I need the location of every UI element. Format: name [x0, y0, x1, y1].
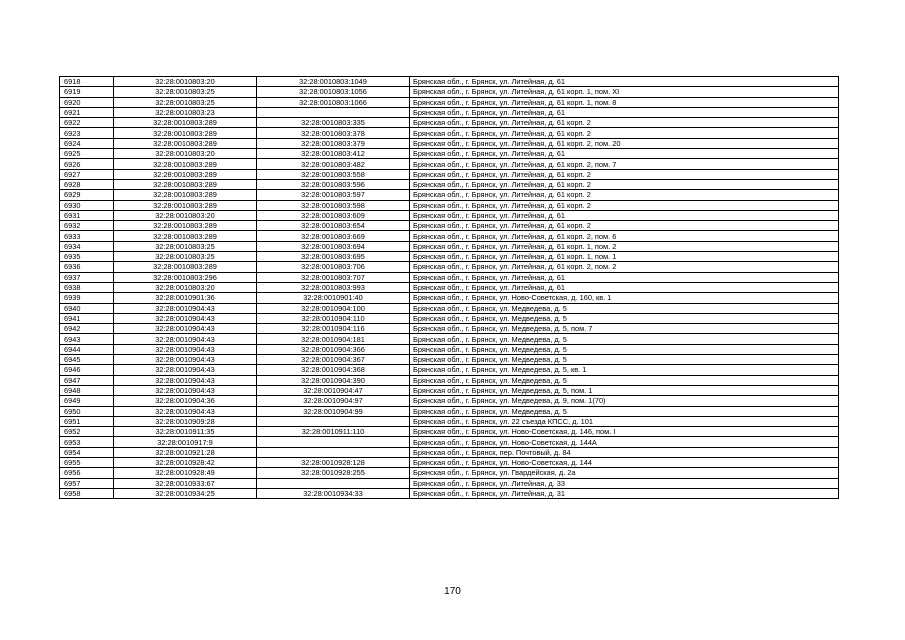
table-row: [60, 437, 839, 447]
table-row: [60, 221, 839, 231]
object-cadastral-number-cell: 32:28:0010803:596: [257, 179, 410, 189]
row-number-cell: 6940: [60, 303, 114, 313]
object-cadastral-number-cell: 32:28:0010901:40: [257, 293, 410, 303]
object-cadastral-number-cell: 32:28:0010904:99: [257, 406, 410, 416]
object-cadastral-number-cell: 32:28:0010928:128: [257, 457, 410, 467]
address-cell: Брянская обл., г. Брянск, ул. Медведева, д. 5, пом. 7: [410, 324, 839, 334]
table-row: [60, 355, 839, 365]
parcel-cadastral-number-cell: 32:28:0010803:25: [114, 241, 257, 251]
table-row: [60, 128, 839, 138]
address-cell: Брянская обл., г. Брянск, ул. 22 съезда КПСС, д. 101: [410, 416, 839, 426]
address-cell: Брянская обл., г. Брянск, ул. Медведева, д. 5: [410, 334, 839, 344]
address-cell: Брянская обл., г. Брянск, ул. Литейная, д. 61: [410, 107, 839, 117]
parcel-cadastral-number-cell: 32:28:0010904:43: [114, 375, 257, 385]
parcel-cadastral-number-cell: 32:28:0010904:43: [114, 303, 257, 313]
row-number-cell: 6955: [60, 457, 114, 467]
table-row: [60, 190, 839, 200]
parcel-cadastral-number-cell: 32:28:0010904:43: [114, 334, 257, 344]
table-row: [60, 293, 839, 303]
row-number-cell: 6924: [60, 138, 114, 148]
table-row: [60, 77, 839, 87]
address-cell: Брянская обл., г. Брянск, ул. Литейная, д. 61 корп. 1, пом. XI: [410, 87, 839, 97]
row-number-cell: 6938: [60, 282, 114, 292]
row-number-cell: 6941: [60, 313, 114, 323]
object-cadastral-number-cell: 32:28:0010803:654: [257, 221, 410, 231]
table-row: [60, 159, 839, 169]
row-number-cell: 6944: [60, 344, 114, 354]
cadastral-table: [59, 76, 839, 499]
row-number-cell: 6945: [60, 355, 114, 365]
address-cell: Брянская обл., г. Брянск, ул. Ново-Советская, д. 144: [410, 457, 839, 467]
object-cadastral-number-cell: [257, 416, 410, 426]
address-cell: Брянская обл., г. Брянск, ул. Литейная, д. 61 корп. 2, пом. 6: [410, 231, 839, 241]
object-cadastral-number-cell: 32:28:0010803:412: [257, 149, 410, 159]
address-cell: Брянская обл., г. Брянск, ул. Гвардейская, д. 2а: [410, 468, 839, 478]
object-cadastral-number-cell: 32:28:0010803:993: [257, 282, 410, 292]
address-cell: Брянская обл., г. Брянск, ул. Медведева, д. 5: [410, 344, 839, 354]
table-row: [60, 138, 839, 148]
object-cadastral-number-cell: 32:28:0010803:609: [257, 210, 410, 220]
row-number-cell: 6947: [60, 375, 114, 385]
address-cell: Брянская обл., г. Брянск, ул. Литейная, д. 61 корп. 2, пом. 2: [410, 262, 839, 272]
address-cell: Брянская обл., г. Брянск, ул. Медведева, д. 5: [410, 406, 839, 416]
parcel-cadastral-number-cell: 32:28:0010803:289: [114, 231, 257, 241]
address-cell: Брянская обл., г. Брянск, ул. Медведева, д. 5, пом. 1: [410, 385, 839, 395]
parcel-cadastral-number-cell: 32:28:0010904:43: [114, 365, 257, 375]
page-number: 170: [444, 586, 461, 597]
table-row: [60, 97, 839, 107]
parcel-cadastral-number-cell: 32:28:0010803:289: [114, 138, 257, 148]
table-row: [60, 179, 839, 189]
row-number-cell: 6926: [60, 159, 114, 169]
parcel-cadastral-number-cell: 32:28:0010803:289: [114, 118, 257, 128]
row-number-cell: 6919: [60, 87, 114, 97]
table-row: [60, 406, 839, 416]
object-cadastral-number-cell: 32:28:0010904:47: [257, 385, 410, 395]
row-number-cell: 6921: [60, 107, 114, 117]
table-row: [60, 427, 839, 437]
parcel-cadastral-number-cell: 32:28:0010803:289: [114, 190, 257, 200]
object-cadastral-number-cell: 32:28:0010803:379: [257, 138, 410, 148]
object-cadastral-number-cell: 32:28:0010904:181: [257, 334, 410, 344]
parcel-cadastral-number-cell: 32:28:0010904:43: [114, 313, 257, 323]
parcel-cadastral-number-cell: 32:28:0010803:20: [114, 282, 257, 292]
address-cell: Брянская обл., г. Брянск, ул. Медведева, д. 5: [410, 313, 839, 323]
table-row: [60, 488, 839, 498]
table-row: [60, 118, 839, 128]
row-number-cell: 6952: [60, 427, 114, 437]
row-number-cell: 6923: [60, 128, 114, 138]
parcel-cadastral-number-cell: 32:28:0010803:289: [114, 159, 257, 169]
parcel-cadastral-number-cell: 32:28:0010917:9: [114, 437, 257, 447]
address-cell: Брянская обл., г. Брянск, ул. Литейная, д. 61: [410, 282, 839, 292]
table-row: [60, 231, 839, 241]
object-cadastral-number-cell: 32:28:0010803:1066: [257, 97, 410, 107]
row-number-cell: 6956: [60, 468, 114, 478]
address-cell: Брянская обл., г. Брянск, ул. Медведева, д. 5: [410, 355, 839, 365]
parcel-cadastral-number-cell: 32:28:0010911:35: [114, 427, 257, 437]
parcel-cadastral-number-cell: 32:28:0010803:289: [114, 221, 257, 231]
table-row: [60, 447, 839, 457]
address-cell: Брянская обл., г. Брянск, ул. Литейная, д. 61: [410, 272, 839, 282]
address-cell: Брянская обл., г. Брянск, ул. Литейная, д. 61: [410, 149, 839, 159]
object-cadastral-number-cell: 32:28:0010904:368: [257, 365, 410, 375]
object-cadastral-number-cell: 32:28:0010803:695: [257, 252, 410, 262]
object-cadastral-number-cell: 32:28:0010803:694: [257, 241, 410, 251]
parcel-cadastral-number-cell: 32:28:0010928:49: [114, 468, 257, 478]
row-number-cell: 6942: [60, 324, 114, 334]
address-cell: Брянская обл., г. Брянск, ул. Литейная, д. 61: [410, 77, 839, 87]
parcel-cadastral-number-cell: 32:28:0010803:25: [114, 87, 257, 97]
object-cadastral-number-cell: 32:28:0010928:255: [257, 468, 410, 478]
row-number-cell: 6934: [60, 241, 114, 251]
row-number-cell: 6943: [60, 334, 114, 344]
parcel-cadastral-number-cell: 32:28:0010904:43: [114, 324, 257, 334]
row-number-cell: 6949: [60, 396, 114, 406]
parcel-cadastral-number-cell: 32:28:0010803:289: [114, 179, 257, 189]
object-cadastral-number-cell: 32:28:0010803:669: [257, 231, 410, 241]
parcel-cadastral-number-cell: 32:28:0010803:20: [114, 149, 257, 159]
parcel-cadastral-number-cell: 32:28:0010803:20: [114, 210, 257, 220]
table-row: [60, 375, 839, 385]
parcel-cadastral-number-cell: 32:28:0010803:23: [114, 107, 257, 117]
address-cell: Брянская обл., г. Брянск, ул. Медведева, д. 5: [410, 303, 839, 313]
object-cadastral-number-cell: 32:28:0010803:707: [257, 272, 410, 282]
table-row: [60, 457, 839, 467]
parcel-cadastral-number-cell: 32:28:0010803:289: [114, 262, 257, 272]
object-cadastral-number-cell: 32:28:0010803:598: [257, 200, 410, 210]
table-row: [60, 303, 839, 313]
address-cell: Брянская обл., г. Брянск, ул. Литейная, д. 61 корп. 2: [410, 221, 839, 231]
parcel-cadastral-number-cell: 32:28:0010933:67: [114, 478, 257, 488]
parcel-cadastral-number-cell: 32:28:0010909:28: [114, 416, 257, 426]
address-cell: Брянская обл., г. Брянск, ул. Ново-Советская, д. 144А: [410, 437, 839, 447]
row-number-cell: 6937: [60, 272, 114, 282]
row-number-cell: 6918: [60, 77, 114, 87]
row-number-cell: 6946: [60, 365, 114, 375]
row-number-cell: 6936: [60, 262, 114, 272]
parcel-cadastral-number-cell: 32:28:0010803:25: [114, 252, 257, 262]
row-number-cell: 6935: [60, 252, 114, 262]
address-cell: Брянская обл., г. Брянск, ул. Литейная, д. 61 корп. 1, пом. 8: [410, 97, 839, 107]
address-cell: Брянская обл., г. Брянск, ул. Медведева, д. 5: [410, 375, 839, 385]
table-row: [60, 149, 839, 159]
parcel-cadastral-number-cell: 32:28:0010904:43: [114, 355, 257, 365]
table-row: [60, 87, 839, 97]
object-cadastral-number-cell: 32:28:0010934:33: [257, 488, 410, 498]
table-row: [60, 396, 839, 406]
address-cell: Брянская обл., г. Брянск, ул. Литейная, д. 61 корп. 2: [410, 200, 839, 210]
object-cadastral-number-cell: [257, 447, 410, 457]
parcel-cadastral-number-cell: 32:28:0010803:20: [114, 77, 257, 87]
table-row: [60, 241, 839, 251]
address-cell: Брянская обл., г. Брянск, ул. Литейная, д. 31: [410, 488, 839, 498]
table-row: [60, 468, 839, 478]
object-cadastral-number-cell: 32:28:0010803:335: [257, 118, 410, 128]
row-number-cell: 6950: [60, 406, 114, 416]
parcel-cadastral-number-cell: 32:28:0010803:296: [114, 272, 257, 282]
object-cadastral-number-cell: 32:28:0010803:1056: [257, 87, 410, 97]
object-cadastral-number-cell: 32:28:0010803:378: [257, 128, 410, 138]
table-row: [60, 334, 839, 344]
table-row: [60, 272, 839, 282]
table-row: [60, 385, 839, 395]
row-number-cell: 6932: [60, 221, 114, 231]
object-cadastral-number-cell: 32:28:0010904:110: [257, 313, 410, 323]
row-number-cell: 6930: [60, 200, 114, 210]
row-number-cell: 6939: [60, 293, 114, 303]
row-number-cell: 6954: [60, 447, 114, 457]
table-row: [60, 210, 839, 220]
object-cadastral-number-cell: 32:28:0010803:558: [257, 169, 410, 179]
address-cell: Брянская обл., г. Брянск, ул. Литейная, д. 61 корп. 1, пом. 2: [410, 241, 839, 251]
table-row: [60, 324, 839, 334]
object-cadastral-number-cell: 32:28:0010904:366: [257, 344, 410, 354]
address-cell: Брянская обл., г. Брянск, ул. Медведева, д. 9, пом. 1(70): [410, 396, 839, 406]
row-number-cell: 6929: [60, 190, 114, 200]
row-number-cell: 6953: [60, 437, 114, 447]
row-number-cell: 6933: [60, 231, 114, 241]
table-row: [60, 416, 839, 426]
table-row: [60, 200, 839, 210]
parcel-cadastral-number-cell: 32:28:0010904:43: [114, 344, 257, 354]
parcel-cadastral-number-cell: 32:28:0010803:25: [114, 97, 257, 107]
object-cadastral-number-cell: 32:28:0010911:110: [257, 427, 410, 437]
object-cadastral-number-cell: 32:28:0010904:390: [257, 375, 410, 385]
table-row: [60, 262, 839, 272]
table-row: [60, 107, 839, 117]
parcel-cadastral-number-cell: 32:28:0010803:289: [114, 128, 257, 138]
table-row: [60, 344, 839, 354]
address-cell: Брянская обл., г. Брянск, ул. Литейная, д. 33: [410, 478, 839, 488]
parcel-cadastral-number-cell: 32:28:0010921:28: [114, 447, 257, 457]
row-number-cell: 6957: [60, 478, 114, 488]
row-number-cell: 6925: [60, 149, 114, 159]
row-number-cell: 6922: [60, 118, 114, 128]
object-cadastral-number-cell: 32:28:0010904:100: [257, 303, 410, 313]
address-cell: Брянская обл., г. Брянск, ул. Литейная, д. 61 корп. 2: [410, 190, 839, 200]
table-row: [60, 169, 839, 179]
table-row: [60, 365, 839, 375]
address-cell: Брянская обл., г. Брянск, ул. Литейная, д. 61 корп. 2, пом. 7: [410, 159, 839, 169]
address-cell: Брянская обл., г. Брянск, ул. Литейная, д. 61 корп. 2: [410, 179, 839, 189]
parcel-cadastral-number-cell: 32:28:0010901:36: [114, 293, 257, 303]
cadastral-table-body: [60, 77, 839, 499]
object-cadastral-number-cell: 32:28:0010803:1049: [257, 77, 410, 87]
object-cadastral-number-cell: 32:28:0010904:116: [257, 324, 410, 334]
table-row: [60, 282, 839, 292]
object-cadastral-number-cell: 32:28:0010803:482: [257, 159, 410, 169]
row-number-cell: 6928: [60, 179, 114, 189]
parcel-cadastral-number-cell: 32:28:0010934:25: [114, 488, 257, 498]
address-cell: Брянская обл., г. Брянск, ул. Ново-Советская, д. 146, пом. I: [410, 427, 839, 437]
address-cell: Брянская обл., г. Брянск, ул. Литейная, д. 61 корп. 2, пом. 20: [410, 138, 839, 148]
parcel-cadastral-number-cell: 32:28:0010928:42: [114, 457, 257, 467]
table-row: [60, 313, 839, 323]
parcel-cadastral-number-cell: 32:28:0010803:289: [114, 169, 257, 179]
address-cell: Брянская обл., г. Брянск, пер. Почтовый, д. 84: [410, 447, 839, 457]
object-cadastral-number-cell: [257, 478, 410, 488]
row-number-cell: 6948: [60, 385, 114, 395]
object-cadastral-number-cell: 32:28:0010803:706: [257, 262, 410, 272]
object-cadastral-number-cell: 32:28:0010803:597: [257, 190, 410, 200]
parcel-cadastral-number-cell: 32:28:0010904:43: [114, 406, 257, 416]
address-cell: Брянская обл., г. Брянск, ул. Ново-Советская, д. 160, кв. 1: [410, 293, 839, 303]
table-row: [60, 252, 839, 262]
address-cell: Брянская обл., г. Брянск, ул. Литейная, д. 61 корп. 2: [410, 118, 839, 128]
parcel-cadastral-number-cell: 32:28:0010803:289: [114, 200, 257, 210]
parcel-cadastral-number-cell: 32:28:0010904:43: [114, 385, 257, 395]
row-number-cell: 6951: [60, 416, 114, 426]
row-number-cell: 6920: [60, 97, 114, 107]
object-cadastral-number-cell: [257, 107, 410, 117]
address-cell: Брянская обл., г. Брянск, ул. Медведева, д. 5, кв. 1: [410, 365, 839, 375]
object-cadastral-number-cell: 32:28:0010904:97: [257, 396, 410, 406]
address-cell: Брянская обл., г. Брянск, ул. Литейная, д. 61 корп. 2: [410, 128, 839, 138]
address-cell: Брянская обл., г. Брянск, ул. Литейная, д. 61 корп. 1, пом. 1: [410, 252, 839, 262]
row-number-cell: 6927: [60, 169, 114, 179]
address-cell: Брянская обл., г. Брянск, ул. Литейная, д. 61: [410, 210, 839, 220]
object-cadastral-number-cell: 32:28:0010904:367: [257, 355, 410, 365]
parcel-cadastral-number-cell: 32:28:0010904:36: [114, 396, 257, 406]
row-number-cell: 6958: [60, 488, 114, 498]
address-cell: Брянская обл., г. Брянск, ул. Литейная, д. 61 корп. 2: [410, 169, 839, 179]
row-number-cell: 6931: [60, 210, 114, 220]
object-cadastral-number-cell: [257, 437, 410, 447]
table-row: [60, 478, 839, 488]
